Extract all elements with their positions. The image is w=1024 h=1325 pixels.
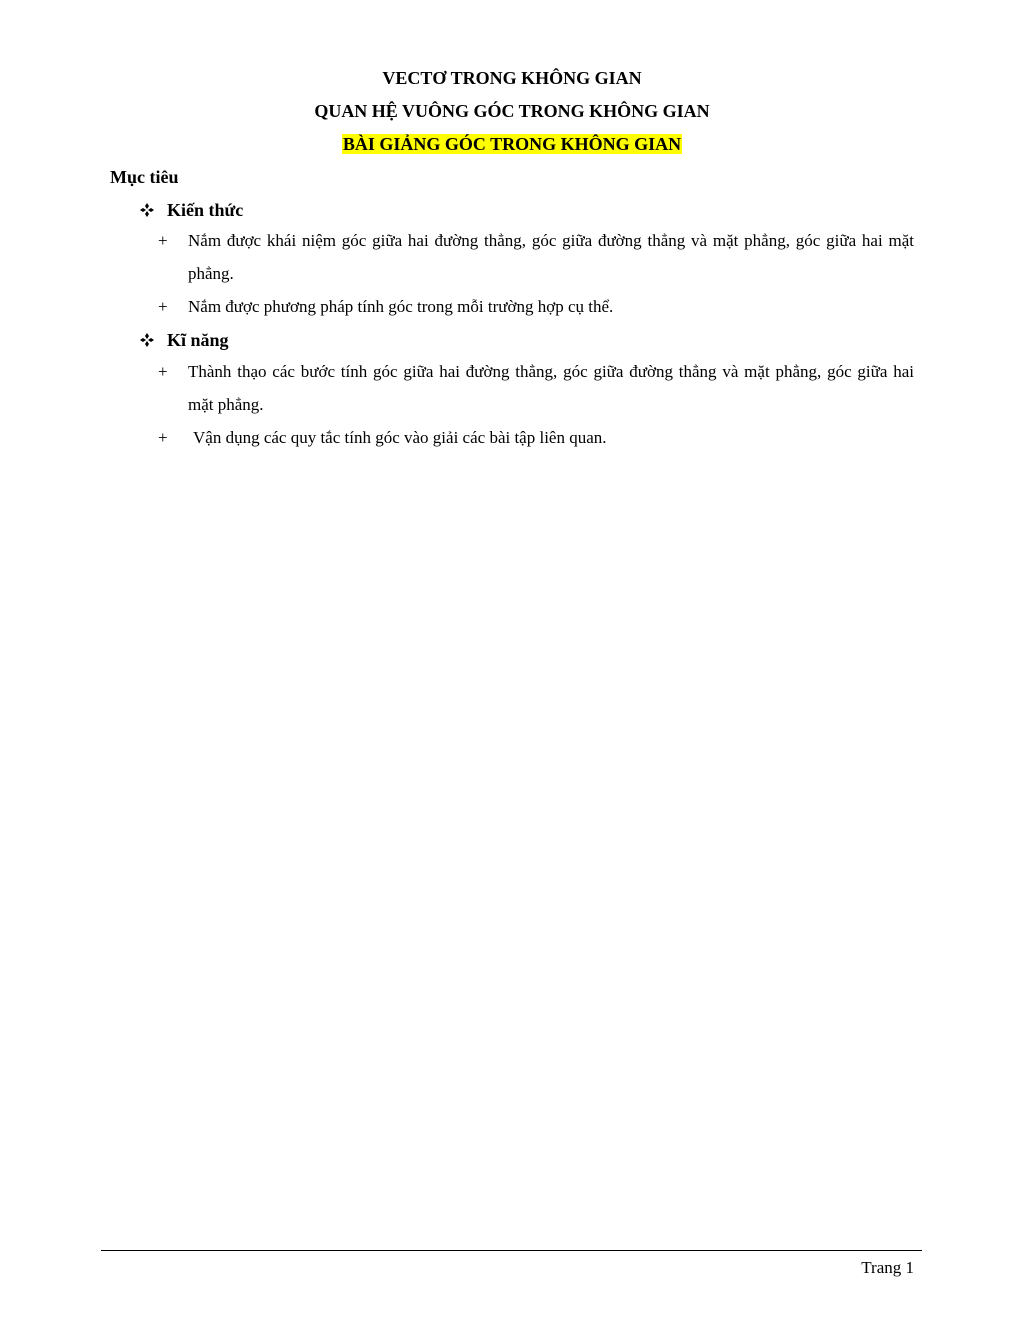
title-line-3 [0,133,1024,155]
page-number: Trang 1 [861,1258,914,1277]
section-knowledge-title: Kiến thức [167,200,244,220]
section-skills-title: Kĩ năng [167,330,229,350]
list-item-text: Vận dụng các quy tắc tính góc vào giải các bài tập liên quan. [193,428,607,447]
objectives-heading: Mục tiêu [110,167,179,187]
list-item [158,224,914,290]
section-knowledge-heading [140,199,243,221]
list-item-text: Nắm được khái niệm góc giữa hai đường thẳng, góc giữa đường thẳng và mặt phẳng, góc giữa hai mặt phẳng. [188,231,914,283]
diamond-bullet-icon [140,333,154,347]
title-line-1: VECTƠ TRONG KHÔNG GIAN [382,68,642,88]
footer-divider [101,1250,922,1251]
plus-bullet-marker: + [158,428,168,447]
plus-bullet-marker: + [158,297,168,316]
list-item [158,355,914,421]
list-item [158,421,914,454]
list-item-text: Nắm được phương pháp tính góc trong mỗi trường hợp cụ thể. [188,297,614,316]
plus-bullet-marker: + [158,362,168,381]
list-item [158,290,914,323]
title-line-2: QUAN HỆ VUÔNG GÓC TRONG KHÔNG GIAN [314,101,710,121]
section-skills-heading [140,329,229,351]
plus-bullet-marker: + [158,231,168,250]
diamond-bullet-icon [140,203,154,217]
highlighted-lesson-title: BÀI GIẢNG GÓC TRONG KHÔNG GIAN [342,134,682,154]
list-item-text: Thành thạo các bước tính góc giữa hai đường thẳng, góc giữa đường thẳng và mặt phẳng, góc giữa hai mặt phẳng. [188,362,914,414]
